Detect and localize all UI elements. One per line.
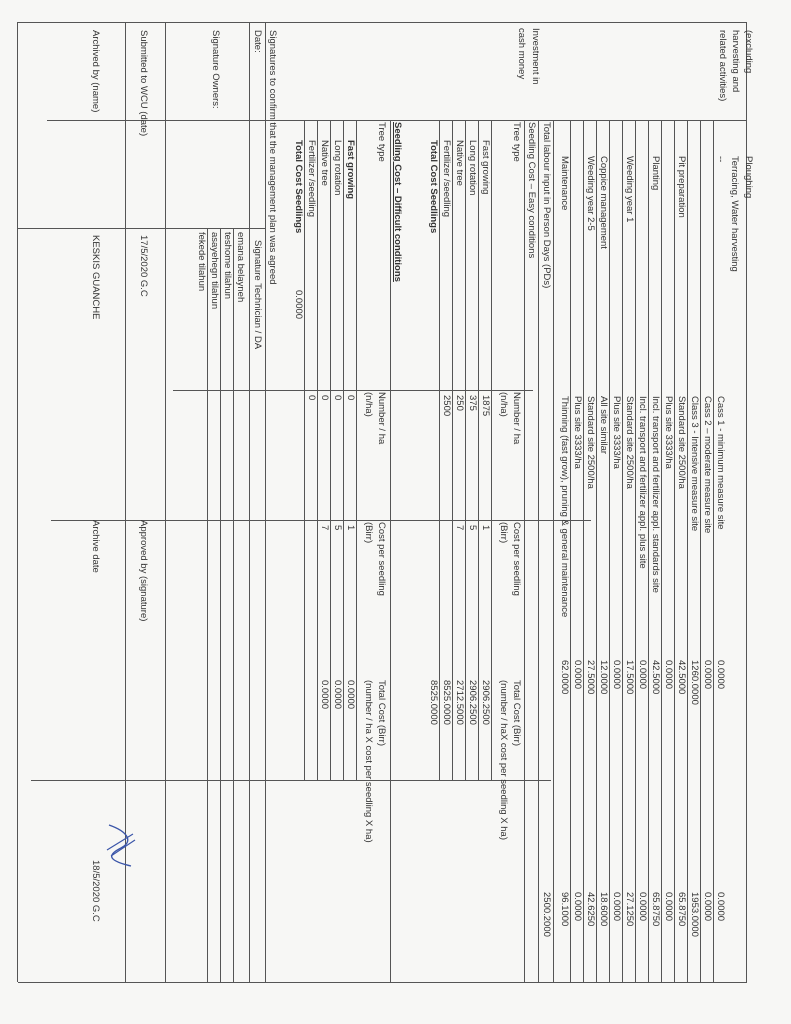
labour-row-total: 0.0000 [637, 892, 648, 922]
rule [330, 120, 331, 780]
difficult-row-type: Native tree [319, 140, 330, 186]
labour-row-cost: 0.0000 [637, 660, 648, 690]
owner-name: asayehegn tilahun [209, 232, 220, 310]
difficult-row-number: 0 [345, 395, 356, 401]
rule [51, 520, 591, 521]
rule [622, 120, 623, 982]
owners-label: Signature Owners: [210, 30, 221, 109]
rule [304, 120, 305, 780]
rule [31, 780, 551, 781]
rule [478, 120, 479, 780]
easy-row-number: 250 [454, 395, 465, 411]
labour-row-total: 0.0000 [663, 892, 674, 922]
labour-row-label: Planting [650, 156, 661, 191]
rule [220, 228, 221, 982]
total-labour-value: 2500.2000 [541, 892, 552, 937]
technician-label: Signature Technician / DA [252, 240, 263, 350]
labour-row-total: 42.6250 [585, 892, 596, 927]
labour-row-cost: 42.5000 [650, 660, 661, 695]
rule [635, 120, 636, 982]
difficult-header-cost2: (Birr) [363, 522, 374, 544]
easy-row-cost: 7 [454, 525, 465, 531]
date-label: Date: [252, 30, 263, 53]
labour-row-desc: Cass 2 – moderate measure site [702, 396, 713, 534]
rule [687, 120, 688, 982]
approved-label: Approved by (signature) [138, 520, 149, 622]
easy-header-number2: (n/ha) [498, 392, 509, 417]
labour-row-total: 0.0000 [572, 892, 583, 922]
easy-row-cost: 5 [467, 525, 478, 531]
difficult-header-type: Tree type [376, 122, 387, 162]
owner-name: emana belayneh [235, 232, 246, 303]
labour-row-desc: Plus site 3333/ha [611, 396, 622, 469]
rule [47, 120, 747, 121]
archive-date-value: 18/5/2020 G.C [90, 860, 101, 922]
rule [609, 120, 610, 982]
difficult-row-type: Fertilizer /seedling [306, 140, 317, 218]
labour-row-total: 96.1000 [559, 892, 570, 927]
labour-row-total: 65.8750 [676, 892, 687, 927]
terracing-label: Terracing, Water harvesting [729, 156, 740, 272]
labour-row-desc: All site similar [598, 396, 609, 455]
labour-row-total: 0.0000 [702, 892, 713, 922]
labour-row-total: 0.0000 [715, 892, 726, 922]
rule [18, 982, 747, 983]
submitted-label: Submitted to WCU (date) [138, 30, 149, 137]
labour-row-cost: 17.5000 [624, 660, 635, 695]
labour-row-cost: 0.0000 [663, 660, 674, 690]
rule [553, 120, 554, 982]
labour-row-cost: 27.5000 [585, 660, 596, 695]
labour-row-desc: Thinning (fast grow), pruning & general maintenance [559, 396, 570, 618]
easy-title: Seedling Cost – Easy conditions [526, 122, 537, 259]
investment-label: Investment in [530, 28, 541, 85]
easy-row-total: 8525.0000 [441, 680, 452, 725]
rule [583, 120, 584, 982]
rule [661, 120, 662, 982]
excluding-note: harvesting and [730, 30, 741, 93]
difficult-row-number: 0 [332, 395, 343, 401]
ploughing-label: Ploughing [743, 156, 754, 199]
easy-header-type: Tree type [511, 122, 522, 162]
rule [596, 120, 597, 982]
rule [390, 120, 391, 982]
rule [343, 120, 344, 780]
easy-header-cost: Cost per seedling [511, 522, 522, 596]
archive-date-label: Archive date [90, 520, 101, 573]
difficult-row-number: 0 [306, 395, 317, 401]
difficult-header-number2: (n/ha) [363, 392, 374, 417]
easy-row-total: 2712.5000 [454, 680, 465, 725]
labour-row-cost: 0.0000 [702, 660, 713, 690]
owner-name: teshome tilahun [222, 232, 233, 300]
difficult-row-total: 0.0000 [332, 680, 343, 710]
rule [249, 22, 250, 982]
labour-row-cost: 0.0000 [715, 660, 726, 690]
easy-row-number: 2500 [441, 395, 452, 417]
rule [674, 120, 675, 982]
easy-row-cost: 1 [480, 525, 491, 531]
easy-row-type: Fertilizer /seedling [441, 140, 452, 218]
easy-header-total: Total Cost (Birr) [511, 680, 522, 746]
rule [538, 120, 539, 982]
labour-row-label: Maintenance [559, 156, 570, 211]
rule [700, 120, 701, 982]
difficult-row-cost: 1 [345, 525, 356, 531]
labour-row-cost: 12.0000 [598, 660, 609, 695]
rule [439, 120, 440, 780]
rule [452, 120, 453, 780]
rule [165, 22, 166, 982]
easy-row-number: 1875 [480, 395, 491, 417]
rule [173, 390, 533, 391]
labour-row-total: 0.0000 [611, 892, 622, 922]
rule [233, 228, 234, 982]
labour-row-label: Weeding year 1 [624, 156, 635, 223]
easy-row-type: Fast growing [480, 140, 491, 195]
rule [18, 228, 266, 229]
labour-row-desc: Plus site 3333/ha [663, 396, 674, 469]
labour-row-desc: Class 3 - Intensive measure site [689, 396, 700, 532]
difficult-row-type: Fast growing [345, 140, 356, 200]
easy-row-type: Long rotation [467, 140, 478, 196]
labour-row-desc: Standard site 2500/ha [624, 396, 635, 489]
confirm-text: Signatures to confirm that the management plan was agreed [267, 30, 278, 285]
investment-label: cash money [516, 28, 527, 80]
rule [524, 120, 525, 982]
rule [356, 120, 357, 780]
difficult-header-number: Number / ha [376, 392, 387, 445]
easy-row-total: 8525.0000 [428, 680, 439, 725]
labour-row-cost: 42.5000 [676, 660, 687, 695]
easy-header-number: Number / ha [511, 392, 522, 445]
rule [17, 22, 18, 982]
difficult-row-cost: 5 [332, 525, 343, 531]
easy-row-type: Total Cost Seedlings [428, 140, 439, 234]
difficult-row-total: 0.0000 [345, 680, 356, 710]
labour-row-desc: Incl. transport and fertilizer appl. standards site [650, 396, 661, 593]
excluding-note: related activities) [717, 30, 728, 102]
easy-row-total: 2906.2500 [467, 680, 478, 725]
labour-row-total: 65.8750 [650, 892, 661, 927]
labour-row-desc: Standard site 2500/ha [676, 396, 687, 489]
easy-header-cost2: (Birr) [498, 522, 509, 544]
difficult-row-total: 0.0000 [319, 680, 330, 710]
difficult-row-total: 0.0000 [293, 290, 304, 320]
difficult-title: Seedling Cost – Difficult conditions [392, 122, 403, 282]
labour-row-cost: 0.0000 [611, 660, 622, 690]
difficult-row-type: Long rotation [332, 140, 343, 196]
labour-row-desc: Cass 1 - minimum measure site [715, 396, 726, 530]
labour-row-label: Pit preparation [676, 156, 687, 218]
easy-header-total2: (number / haX cost per seedling X ha) [498, 680, 509, 841]
difficult-row-cost: 7 [319, 525, 330, 531]
labour-row-label: Weeding year 2-5 [585, 156, 596, 231]
submitted-value: 17/5/2020 G.C [138, 235, 149, 297]
rule [317, 120, 318, 780]
difficult-header-total2: (number / ha X cost per seedling X ha) [363, 680, 374, 843]
total-labour-label: Total labour input in Person Days (PDs) [541, 122, 552, 289]
rule [713, 120, 714, 982]
archived-label: Archived by (name) [90, 30, 101, 113]
labour-row-label: -- [715, 156, 726, 163]
rule [648, 120, 649, 982]
rule [465, 120, 466, 780]
rule [207, 228, 208, 982]
labour-row-desc: Incl. transport and fertilizer appl. plus site [637, 396, 648, 569]
labour-row-cost: 62.0000 [559, 660, 570, 695]
labour-row-total: 1953.0000 [689, 892, 700, 937]
easy-row-type: Native tree [454, 140, 465, 186]
easy-row-number: 375 [467, 395, 478, 411]
labour-row-desc: Plus site 3333/ha [572, 396, 583, 469]
difficult-header-total: Total Cost (Birr) [376, 680, 387, 746]
labour-row-total: 18.6000 [598, 892, 609, 927]
labour-row-cost: 0.0000 [572, 660, 583, 690]
archived-value: KESKIS GUANCHE [90, 235, 101, 320]
handwritten-signature-icon [101, 820, 139, 870]
rule [570, 120, 571, 982]
labour-row-label: Coppice management [598, 156, 609, 249]
owner-name: fekede tilahun [196, 232, 207, 292]
labour-row-total: 27.1250 [624, 892, 635, 927]
labour-row-cost: 1260.0000 [689, 660, 700, 705]
difficult-header-cost: Cost per seedling [376, 522, 387, 596]
rule [18, 22, 747, 23]
easy-row-total: 2906.2500 [480, 680, 491, 725]
difficult-row-type: Total Cost Seedlings [293, 140, 304, 234]
excluding-note: (excluding [743, 30, 754, 74]
difficult-row-number: 0 [319, 395, 330, 401]
rule [491, 120, 492, 780]
labour-row-desc: Standard site 2500/ha [585, 396, 596, 489]
